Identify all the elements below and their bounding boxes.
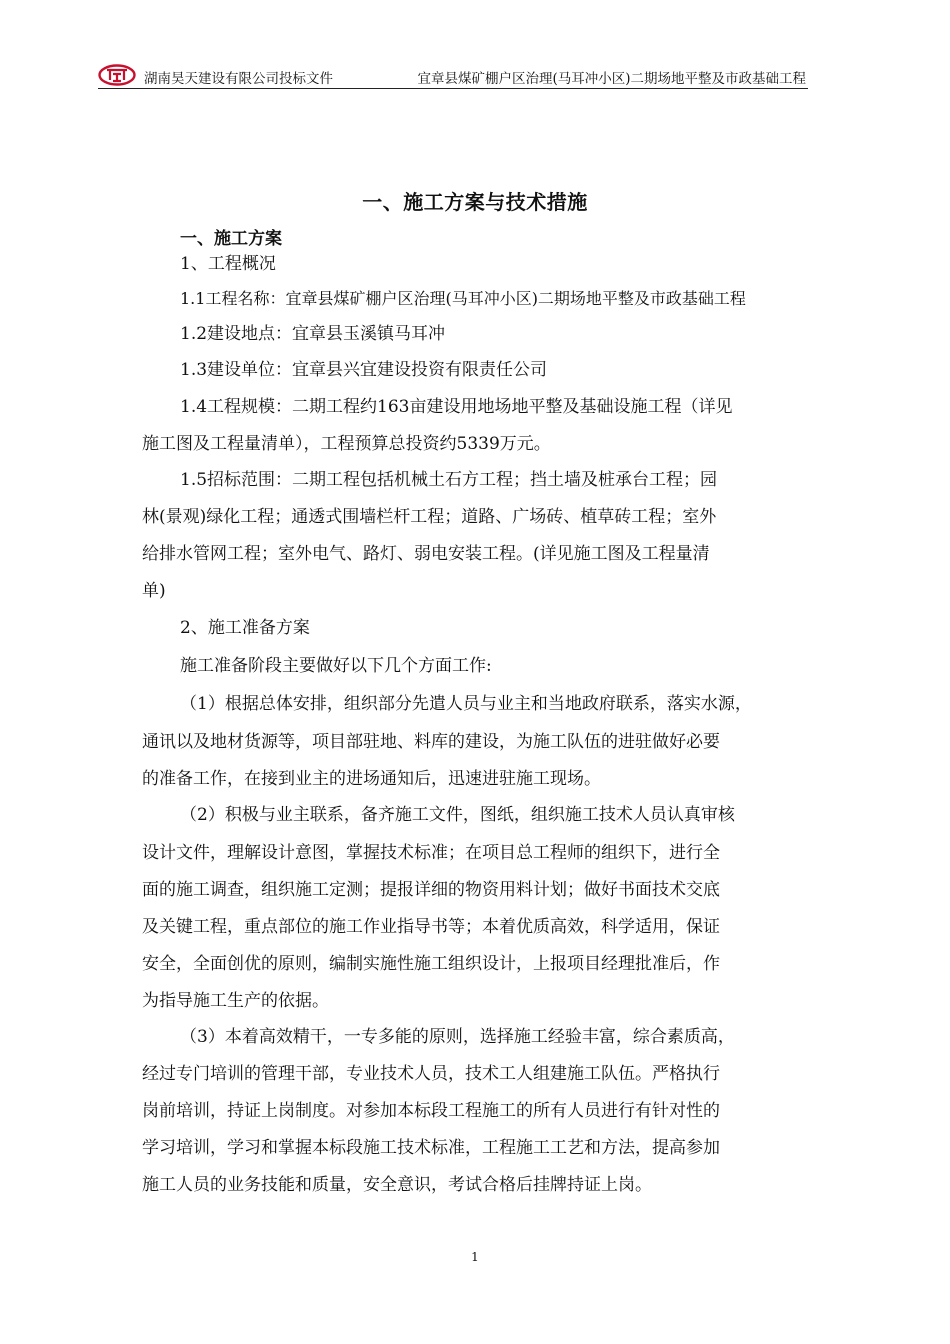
- company-logo-icon: [98, 64, 136, 86]
- paragraph-line: （1）根据总体安排，组织部分先遣人员与业主和当地政府联系，落实水源，: [180, 694, 752, 714]
- header-project: 宜章县煤矿棚户区治理(马耳冲小区)二期场地平整及市政基础工程: [417, 71, 806, 87]
- paragraph-line: 安全，全面创优的原则，编制实施性施工组织设计，上报项目经理批准后，作: [142, 954, 720, 974]
- paragraph-line: 1.1工程名称：宜章县煤矿棚户区治理(马耳冲小区)二期场地平整及市政基础工程: [180, 289, 746, 308]
- page-header: [98, 62, 808, 89]
- section-heading: 一、施工方案: [180, 229, 282, 249]
- paragraph-line: 1.2建设地点：宜章县玉溪镇马耳冲: [180, 324, 446, 344]
- page-number: 1: [471, 1250, 479, 1264]
- paragraph-line: 给排水管网工程；室外电气、路灯、弱电安装工程。(详见施工图及工程量清: [142, 544, 710, 564]
- paragraph-line: 面的施工调查，组织施工定测；提报详细的物资用料计划；做好书面技术交底: [142, 880, 720, 900]
- paragraph-line: （3）本着高效精干，一专多能的原则，选择施工经验丰富，综合素质高，: [180, 1027, 735, 1047]
- paragraph-line: 1.5招标范围：二期工程包括机械土石方工程；挡土墙及桩承台工程；园: [180, 470, 718, 490]
- paragraph-line: 经过专门培训的管理干部，专业技术人员，技术工人组建施工队伍。严格执行: [142, 1064, 720, 1084]
- paragraph-line: 施工图及工程量清单），工程预算总投资约5339万元。: [142, 434, 551, 454]
- paragraph-line: 设计文件，理解设计意图，掌握技术标准；在项目总工程师的组织下，进行全: [142, 843, 720, 863]
- paragraph-line: 为指导施工生产的依据。: [142, 991, 329, 1011]
- paragraph-line: 施工准备阶段主要做好以下几个方面工作:: [180, 656, 492, 676]
- header-company: 湖南昊天建设有限公司投标文件: [144, 71, 333, 87]
- paragraph-line: 及关键工程，重点部位的施工作业指导书等；本着优质高效，科学适用，保证: [142, 917, 720, 937]
- paragraph-line: 岗前培训，持证上岗制度。对参加本标段工程施工的所有人员进行有针对性的: [142, 1101, 720, 1121]
- document-title: 一、施工方案与技术措施: [362, 190, 588, 214]
- paragraph-line: 施工人员的业务技能和质量，安全意识，考试合格后挂牌持证上岗。: [142, 1175, 652, 1195]
- paragraph-line: 单): [142, 581, 166, 601]
- paragraph-line: （2）积极与业主联系，备齐施工文件，图纸，组织施工技术人员认真审核: [180, 805, 735, 825]
- paragraph-line: 通讯以及地材货源等，项目部驻地、料库的建设，为施工队伍的进驻做好必要: [142, 732, 720, 752]
- paragraph-line: 1.4工程规模：二期工程约163亩建设用地场地平整及基础设施工程（详见: [180, 397, 733, 417]
- paragraph-line: 的准备工作，在接到业主的进场通知后，迅速进驻施工现场。: [142, 769, 601, 789]
- paragraph-line: 1.3建设单位：宜章县兴宜建设投资有限责任公司: [180, 360, 548, 380]
- paragraph-line: 林(景观)绿化工程；通透式围墙栏杆工程；道路、广场砖、植草砖工程；室外: [142, 507, 717, 527]
- paragraph-line: 1、工程概况: [180, 254, 276, 274]
- paragraph-line: 2、施工准备方案: [180, 618, 310, 638]
- paragraph-line: 学习培训，学习和掌握本标段施工技术标准，工程施工工艺和方法，提高参加: [142, 1138, 720, 1158]
